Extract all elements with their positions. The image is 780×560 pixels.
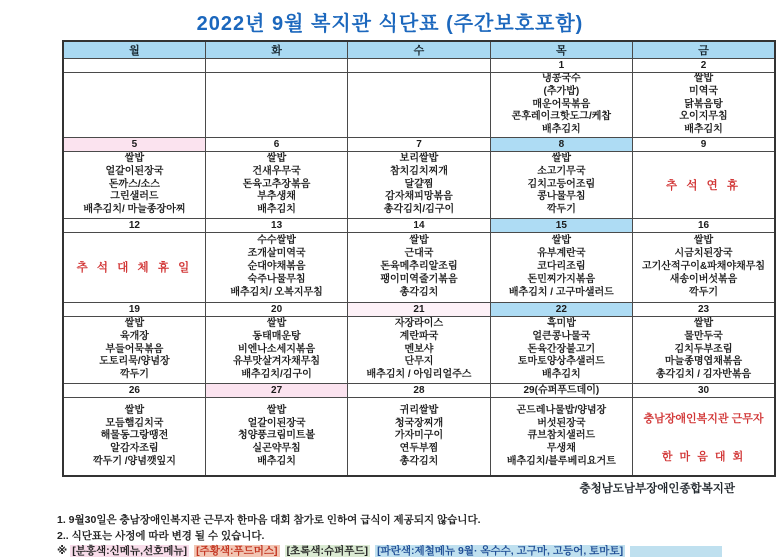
menu-item: 청국장찌개 bbox=[394, 417, 444, 429]
menu-item: 닭볶음탕 bbox=[684, 98, 723, 110]
day-header-row bbox=[63, 41, 775, 59]
legend-items bbox=[70, 545, 630, 557]
menu-item: 깍두기 bbox=[689, 286, 719, 298]
date-cell: 8 bbox=[490, 137, 632, 151]
menu-item: (추가밥) bbox=[543, 85, 580, 97]
week1-menu-row bbox=[63, 73, 775, 138]
date-cell: 12 bbox=[63, 218, 205, 232]
menu-item: 총각김치 bbox=[399, 455, 439, 467]
date-cell: 21 bbox=[348, 302, 490, 316]
week2-menu-row bbox=[63, 151, 775, 218]
date-cell: 9 bbox=[633, 137, 775, 151]
date-cell bbox=[63, 59, 205, 73]
week4-date-row bbox=[63, 302, 775, 316]
menu-cell bbox=[63, 232, 205, 302]
menu-item: 깍두기 bbox=[119, 369, 149, 381]
date-cell: 13 bbox=[205, 218, 347, 232]
menu-item: 마늘종명엽채볶음 bbox=[664, 356, 743, 368]
day-header-cell-2: 화 bbox=[205, 41, 347, 59]
menu-cell bbox=[348, 73, 490, 138]
menu-cell bbox=[348, 397, 490, 476]
date-cell: 2 bbox=[633, 59, 775, 73]
menu-item: 멘보샤 bbox=[404, 343, 434, 355]
menu-cell bbox=[633, 232, 775, 302]
menu-cell bbox=[63, 73, 205, 138]
menu-item: 모듬햄김치국 bbox=[105, 417, 164, 429]
date-cell: 20 bbox=[205, 302, 347, 316]
menu-item: 쌀밥 bbox=[124, 152, 145, 164]
date-cell: 22 bbox=[490, 302, 632, 316]
menu-item: 미역국 bbox=[689, 85, 719, 97]
date-cell: 23 bbox=[633, 302, 775, 316]
menu-item: 무생채 bbox=[546, 443, 576, 455]
menu-item: 김치고등어조림 bbox=[527, 178, 596, 190]
date-cell: 19 bbox=[63, 302, 205, 316]
menu-item: 청양풍크림미트볼 bbox=[237, 430, 316, 442]
menu-item: 김치두부조림 bbox=[674, 343, 733, 355]
menu-item: 쌀밥 bbox=[693, 317, 714, 329]
week4-menu-row bbox=[63, 316, 775, 383]
menu-cell bbox=[205, 151, 347, 218]
menu-item: 고기산적구이&파채야채무침 bbox=[641, 261, 766, 273]
menu-item: 도토리묵/양념장 bbox=[99, 356, 170, 368]
holiday-notice: 추 석 대 체 휴 일 bbox=[76, 262, 193, 275]
menu-cell bbox=[633, 73, 775, 138]
menu-item: 그린샐러드 bbox=[110, 191, 159, 203]
legend-item-pink: [분홍색:신메뉴,선호메뉴] bbox=[72, 545, 188, 558]
menu-item: 얼큰콩나물국 bbox=[532, 330, 591, 342]
menu-item: 알감자조림 bbox=[110, 443, 159, 455]
menu-item: 매운어묵볶음 bbox=[532, 98, 591, 110]
menu-item: 감자채피망볶음 bbox=[385, 191, 453, 203]
menu-item: 돈육메추리알조림 bbox=[380, 261, 458, 273]
notes bbox=[57, 513, 780, 560]
menu-item: 돈육간장불고기 bbox=[527, 343, 596, 355]
date-cell bbox=[348, 59, 490, 73]
menu-cell bbox=[490, 316, 632, 383]
menu-cell bbox=[63, 316, 205, 383]
menu-item: 건새우무국 bbox=[252, 165, 301, 177]
menu-item: 배추김치 bbox=[684, 124, 723, 136]
menu-cell bbox=[490, 397, 632, 476]
menu-cell bbox=[205, 397, 347, 476]
menu-item: 토마토양상추샐러드 bbox=[517, 356, 605, 368]
menu-cell bbox=[633, 151, 775, 218]
holiday-notice: 추 석 연 휴 bbox=[666, 179, 742, 192]
menu-item: 귀리쌀밥 bbox=[399, 404, 439, 416]
menu-item: 단무지 bbox=[404, 356, 434, 368]
menu-cell bbox=[348, 316, 490, 383]
menu-item: 시금치된장국 bbox=[674, 248, 733, 260]
table-wrap bbox=[62, 40, 776, 477]
menu-cell bbox=[205, 232, 347, 302]
date-cell: 6 bbox=[205, 137, 347, 151]
menu-cell bbox=[205, 73, 347, 138]
menu-item: 쌀밥 bbox=[551, 235, 572, 247]
menu-item: 배추김치 / 아임리얼주스 bbox=[366, 369, 472, 381]
week1-date-row bbox=[63, 59, 775, 73]
menu-item: 근대국 bbox=[404, 248, 434, 260]
menu-cell bbox=[348, 232, 490, 302]
menu-item: 버섯된장국 bbox=[537, 417, 586, 429]
date-cell: 30 bbox=[633, 383, 775, 397]
week5-date-row bbox=[63, 383, 775, 397]
menu-item: 쌀밥 bbox=[551, 152, 572, 164]
menu-item: 연두부찜 bbox=[399, 443, 439, 455]
menu-cell bbox=[490, 73, 632, 138]
day-header-cell-1: 월 bbox=[63, 41, 205, 59]
menu-item: 순대야채볶음 bbox=[247, 261, 306, 273]
menu-item: 비엔나소세지볶음 bbox=[237, 343, 316, 355]
menu-item: 콩나물무침 bbox=[537, 191, 586, 203]
date-cell: 15 bbox=[490, 218, 632, 232]
legend-highlight-tail bbox=[630, 546, 722, 557]
menu-item: 돈민찌가지볶음 bbox=[527, 273, 596, 285]
event-notice: 한 마 음 대 회 bbox=[661, 450, 746, 463]
menu-item: 배추김치 bbox=[542, 124, 581, 136]
date-cell: 5 bbox=[63, 137, 205, 151]
menu-item: 쌀밥 bbox=[124, 317, 145, 329]
date-cell: 29(슈퍼푸드데이) bbox=[490, 383, 632, 397]
day-header-cell-4: 목 bbox=[490, 41, 632, 59]
menu-cell bbox=[348, 151, 490, 218]
menu-cell bbox=[490, 232, 632, 302]
page-title: 2022년 9월 복지관 식단표 (주간보호포함) bbox=[196, 13, 584, 35]
menu-item: 소고기무국 bbox=[537, 165, 586, 177]
day-header-cell-3: 수 bbox=[348, 41, 490, 59]
color-legend bbox=[57, 544, 780, 560]
week5-menu-row bbox=[63, 397, 775, 476]
menu-item: 육개장 bbox=[119, 330, 149, 342]
menu-item: 새송이버섯볶음 bbox=[669, 273, 738, 285]
menu-item: 조개살미역국 bbox=[247, 248, 306, 260]
menu-item: 총각김치/김구이 bbox=[383, 204, 455, 216]
menu-item: 흑미밥 bbox=[546, 317, 576, 329]
menu-item: 물만두국 bbox=[684, 330, 723, 342]
menu-item: 숙주나물무침 bbox=[247, 273, 306, 285]
legend-item-orange: [주황색:푸드머스] bbox=[196, 545, 278, 558]
week3-date-row bbox=[63, 218, 775, 232]
date-cell: 14 bbox=[348, 218, 490, 232]
menu-item: 부들어묵볶음 bbox=[105, 343, 164, 355]
menu-item: 부추생채 bbox=[257, 191, 296, 203]
day-header-cell-5: 금 bbox=[633, 41, 775, 59]
note-line-1: 1. 9월30일은 충남장애인복지관 근무자 한마음 대회 참가로 인하여 급식이 제공되지 않습니다. bbox=[57, 514, 481, 527]
menu-item: 돈육고추장볶음 bbox=[242, 178, 311, 190]
menu-item: 오이지무침 bbox=[679, 111, 728, 123]
menu-item: 쌀밥 bbox=[266, 404, 287, 416]
menu-item: 동태매운탕 bbox=[252, 330, 301, 342]
menu-cell bbox=[633, 397, 775, 476]
menu-cell bbox=[63, 151, 205, 218]
menu-item: 배추김치/ 오복지무침 bbox=[230, 286, 323, 298]
menu-item: 배추김치 / 고구마샐러드 bbox=[508, 286, 614, 298]
menu-item: 쌀밥 bbox=[266, 317, 287, 329]
menu-cell bbox=[633, 316, 775, 383]
menu-item: 배추김치/김구이 bbox=[241, 369, 312, 381]
menu-item: 가자미구이 bbox=[394, 430, 444, 442]
menu-item: 총각김치 bbox=[399, 286, 439, 298]
menu-item: 쌀밥 bbox=[693, 235, 714, 247]
menu-item: 배추김치/ 마늘종장아찌 bbox=[83, 204, 186, 216]
menu-item: 얼갈이된장국 bbox=[247, 417, 306, 429]
week2-date-row bbox=[63, 137, 775, 151]
menu-item: 수수쌀밥 bbox=[257, 235, 296, 247]
menu-item: 곤드레나물밥/양념장 bbox=[516, 404, 607, 416]
note-line-2: 2.. 식단표는 사정에 따라 변경 될 수 있습니다. bbox=[57, 529, 265, 542]
menu-item: 배추김치 bbox=[542, 369, 581, 381]
menu-item: 해물동그랑땡전 bbox=[100, 430, 169, 442]
menu-item: 냉콩국수 bbox=[542, 73, 581, 84]
menu-item: 쌀밥 bbox=[124, 404, 145, 416]
menu-item: 보리쌀밥 bbox=[399, 152, 439, 164]
menu-item: 배추김치 bbox=[257, 204, 296, 216]
date-cell bbox=[205, 59, 347, 73]
date-cell: 7 bbox=[348, 137, 490, 151]
menu-item: 실곤약무침 bbox=[252, 443, 301, 455]
menu-item: 깍두기 bbox=[546, 204, 576, 216]
menu-item: 콘후레이크핫도그/케찹 bbox=[511, 111, 612, 123]
date-cell: 28 bbox=[348, 383, 490, 397]
legend-item-green: [초록색:슈퍼푸드] bbox=[286, 545, 369, 558]
menu-item: 배추김치/블루베리요거트 bbox=[506, 455, 616, 467]
date-cell: 16 bbox=[633, 218, 775, 232]
menu-item: 달걀찜 bbox=[404, 178, 434, 190]
menu-cell bbox=[490, 151, 632, 218]
menu-item: 큐브참치샐러드 bbox=[527, 430, 596, 442]
menu-item: 유부맛살겨자채무침 bbox=[233, 356, 321, 368]
week3-menu-row bbox=[63, 232, 775, 302]
meal-plan-document bbox=[0, 7, 780, 558]
menu-cell bbox=[205, 316, 347, 383]
menu-item: 돈까스/소스 bbox=[108, 178, 160, 190]
menu-item: 쌀밥 bbox=[409, 235, 429, 247]
date-cell: 1 bbox=[490, 59, 632, 73]
menu-item: 계란파국 bbox=[399, 330, 439, 342]
menu-table bbox=[62, 40, 776, 477]
legend-item-blue: [파란색:제철메뉴 9월· 옥수수, 고구마, 고등어, 토마토] bbox=[377, 545, 624, 558]
menu-item: 얼갈이된장국 bbox=[105, 165, 164, 177]
menu-item: 쌀밥 bbox=[693, 73, 714, 84]
menu-item: 팽이미역줄기볶음 bbox=[380, 273, 458, 285]
menu-cell bbox=[63, 397, 205, 476]
menu-item: 자장라이스 bbox=[394, 317, 444, 329]
date-cell: 27 bbox=[205, 383, 347, 397]
menu-item: 유부계란국 bbox=[537, 248, 586, 260]
menu-item: 코다리조림 bbox=[537, 261, 586, 273]
organization-name: 충청남도남부장애인종합복지관 bbox=[579, 483, 735, 496]
menu-item: 배추김치 bbox=[257, 455, 296, 467]
date-cell: 26 bbox=[63, 383, 205, 397]
menu-item: 깍두기 /양념깻잎지 bbox=[93, 455, 176, 467]
menu-item: 참치김치찌개 bbox=[389, 165, 448, 177]
legend-prefix: ※ bbox=[57, 545, 68, 558]
event-notice: 충남장애인복지관 근무자 bbox=[643, 412, 764, 425]
menu-item: 총각김치 / 김자반볶음 bbox=[655, 369, 752, 381]
menu-item: 쌀밥 bbox=[266, 152, 287, 164]
